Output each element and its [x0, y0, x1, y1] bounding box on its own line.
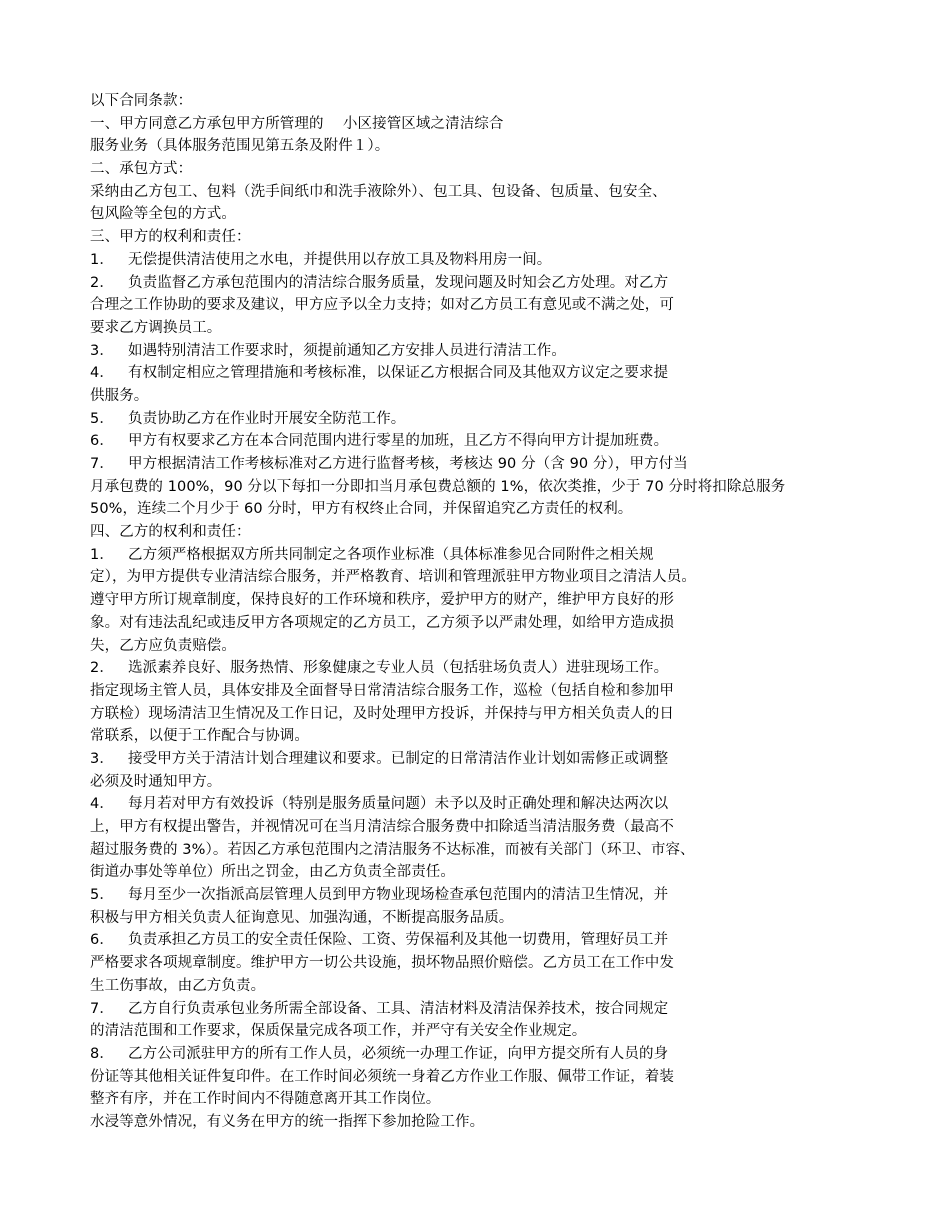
document-line: [90, 113, 940, 136]
document-line: [90, 635, 940, 658]
document-line: [90, 612, 940, 635]
line-text: 负责承担乙方员工的安全责任保险、工资、劳保福利及其他一切费用，管理好员工并: [128, 932, 669, 949]
line-text: 选派素养良好、服务热情、形象健康之专业人员（包括驻场负责人）进驻现场工作。: [128, 660, 669, 677]
item-number: 4．: [90, 365, 114, 382]
line-text: 每月至少一次指派高层管理人员到甲方物业现场检查承包范围内的清洁卫生情况，并: [128, 887, 669, 904]
document-line: [90, 498, 940, 521]
line-text: 方联检）现场清洁卫生情况及工作日记，及时处理甲方投诉，并保持与甲方相关负责人的日: [90, 705, 674, 722]
line-text: 如遇特别清洁工作要求时，须提前通知乙方安排人员进行清洁工作。: [128, 342, 566, 359]
line-text: 整齐有序，并在工作时间内不得随意离开其工作岗位。: [90, 1091, 441, 1108]
document-line: [90, 544, 940, 567]
document-line: [90, 703, 940, 726]
line-text: 接受甲方关于清洁计划合理建议和要求。已制定的日常清洁作业计划如需修正或调整: [128, 750, 669, 767]
line-text: 包风险等全包的方式。: [90, 206, 236, 223]
document-line: [90, 998, 940, 1021]
document-line: [90, 203, 940, 226]
document-line: [90, 90, 940, 113]
line-text: 服务业务（具体服务范围见第五条及附件１）。: [90, 138, 390, 155]
line-text: 必须及时通知甲方。: [90, 773, 222, 790]
line-text: 每月若对甲方有效投诉（特别是服务质量问题）未予以及时正确处理和解决达两次以: [128, 796, 669, 813]
document-line: [90, 1066, 940, 1089]
line-text: 四、乙方的权利和责任：: [90, 524, 251, 541]
line-text: 以下合同条款：: [90, 93, 193, 109]
document-line: [90, 1111, 940, 1134]
line-text: 三、甲方的权利和责任：: [90, 229, 251, 246]
line-text: 甲方根据清洁工作考核标准对乙方进行监督考核，考核达 90 分（含 90 分），甲方付当: [128, 456, 688, 472]
line-text: 二、承包方式：: [90, 161, 193, 178]
document-line: [90, 929, 940, 952]
item-number: 6．: [90, 932, 114, 949]
document-line: [90, 771, 940, 794]
document-line: [90, 385, 940, 408]
document-line: [90, 1088, 940, 1111]
item-number: 7．: [90, 1000, 114, 1017]
document-line: [90, 1043, 940, 1066]
line-text: 甲方有权要求乙方在本合同范围内进行零星的加班，且乙方不得向甲方计提加班费。: [128, 433, 669, 450]
document-line: [90, 975, 940, 998]
document-line: [90, 1020, 940, 1043]
line-text: 一、甲方同意乙方承包甲方所管理的 小区接管区域之清洁综合: [90, 115, 504, 132]
line-text: 乙方自行负责承包业务所需全部设备、工具、清洁材料及清洁保养技术，按合同规定: [128, 1000, 669, 1017]
line-text: 负责协助乙方在作业时开展安全防范工作。: [128, 410, 406, 427]
line-text: 月承包费的 100%，90 分以下每扣一分即扣当月承包费总额的 1%，依次类推，少于 70 分时将扣除总服务: [90, 478, 786, 495]
line-text: 超过服务费的 3%）。若因乙方承包范围内之清洁服务不达标准，而被有关部门（环卫、市容、: [90, 841, 695, 858]
line-text: 严格要求各项规章制度。维护甲方一切公共设施，损坏物品照价赔偿。乙方员工在工作中发: [90, 955, 674, 972]
document-line: [90, 181, 940, 204]
item-number: 7．: [90, 456, 114, 472]
line-text: 生工伤事故，由乙方负责。: [90, 977, 266, 994]
line-text: 无偿提供清洁使用之水电，并提供用以存放工具及物料用房一间。: [128, 251, 552, 268]
line-text: 的清洁范围和工作要求，保质保量完成各项工作，并严守有关安全作业规定。: [90, 1023, 587, 1040]
line-text: 50%，连续二个月少于 60 分时，甲方有权终止合同，并保留追究乙方责任的权利。: [90, 501, 633, 518]
document-line: [90, 430, 940, 453]
document-line: [90, 725, 940, 748]
line-text: 有权制定相应之管理措施和考核标准，以保证乙方根据合同及其他双方议定之要求提: [128, 365, 669, 382]
item-number: 5．: [90, 887, 114, 904]
item-number: 4．: [90, 796, 114, 813]
document-line: [90, 476, 940, 499]
item-number: 3．: [90, 342, 114, 359]
line-text: 负责监督乙方承包范围内的清洁综合服务质量，发现问题及时知会乙方处理。对乙方: [128, 274, 669, 291]
document-line: [90, 249, 940, 272]
line-text: 指定现场主管人员，具体安排及全面督导日常清洁综合服务工作，巡检（包括自检和参加甲: [90, 682, 674, 699]
document-line: [90, 566, 940, 589]
line-text: 常联系，以便于工作配合与协调。: [90, 728, 309, 745]
item-number: 3．: [90, 750, 114, 767]
document-line: [90, 340, 940, 363]
document-line: [90, 294, 940, 317]
line-text: 遵守甲方所订规章制度，保持良好的工作环境和秩序，爱护甲方的财产，维护甲方良好的形: [90, 592, 674, 609]
line-text: 失，乙方应负责赔偿。: [90, 637, 236, 654]
document-line: [90, 816, 940, 839]
document-line: [90, 272, 940, 295]
document-line: [90, 589, 940, 612]
document-line: [90, 680, 940, 703]
document-line: [90, 861, 940, 884]
item-number: 8．: [90, 1045, 114, 1062]
line-text: 份证等其他相关证件复印件。在工作时间必须统一身着乙方作业工作服、佩带工作证，着装: [90, 1068, 674, 1085]
document-body: [90, 90, 940, 1134]
line-text: 乙方公司派驻甲方的所有工作人员，必须统一办理工作证，向甲方提交所有人员的身: [128, 1045, 669, 1062]
document-line: [90, 793, 940, 816]
document-line: [90, 952, 940, 975]
line-text: 采纳由乙方包工、包料（洗手间纸巾和洗手液除外）、包工具、包设备、包质量、包安全、: [90, 183, 667, 200]
line-text: 积极与甲方相关负责人征询意见、加强沟通，不断提高服务品质。: [90, 909, 514, 926]
document-line: [90, 907, 940, 930]
document-line: [90, 408, 940, 431]
line-text: 要求乙方调换员工。: [90, 319, 222, 336]
item-number: 5．: [90, 410, 114, 427]
item-number: 2．: [90, 274, 114, 291]
document-line: [90, 317, 940, 340]
line-text: 供服务。: [90, 387, 149, 404]
item-number: 2．: [90, 660, 114, 677]
document-line: [90, 362, 940, 385]
document-line: [90, 748, 940, 771]
line-text: 合理之工作协助的要求及建议，甲方应予以全力支持；如对乙方员工有意见或不满之处，可: [90, 297, 674, 314]
line-text: 象。对有违法乱纪或违反甲方各项规定的乙方员工，乙方须予以严肃处理，如给甲方造成损: [90, 614, 674, 631]
document-line: [90, 657, 940, 680]
document-line: [90, 453, 940, 476]
line-text: 乙方须严格根据双方所共同制定之各项作业标准（具体标准参见合同附件之相关规: [128, 546, 654, 563]
line-text: 街道办事处等单位）所出之罚金，由乙方负责全部责任。: [90, 864, 455, 881]
document-line: [90, 158, 940, 181]
line-text: 上，甲方有权提出警告，并视情况可在当月清洁综合服务费中扣除适当清洁服务费（最高不: [90, 819, 674, 835]
item-number: 6．: [90, 433, 114, 450]
document-line: [90, 839, 940, 862]
line-text: 定），为甲方提供专业清洁综合服务，并严格教育、培训和管理派驻甲方物业项目之清洁人员。: [90, 569, 696, 586]
line-text: 水浸等意外情况，有义务在甲方的统一指挥下参加抢险工作。: [90, 1113, 485, 1130]
document-line: [90, 135, 940, 158]
document-line: [90, 226, 940, 249]
item-number: 1．: [90, 546, 114, 563]
item-number: 1．: [90, 251, 114, 268]
document-line: [90, 884, 940, 907]
document-line: [90, 521, 940, 544]
